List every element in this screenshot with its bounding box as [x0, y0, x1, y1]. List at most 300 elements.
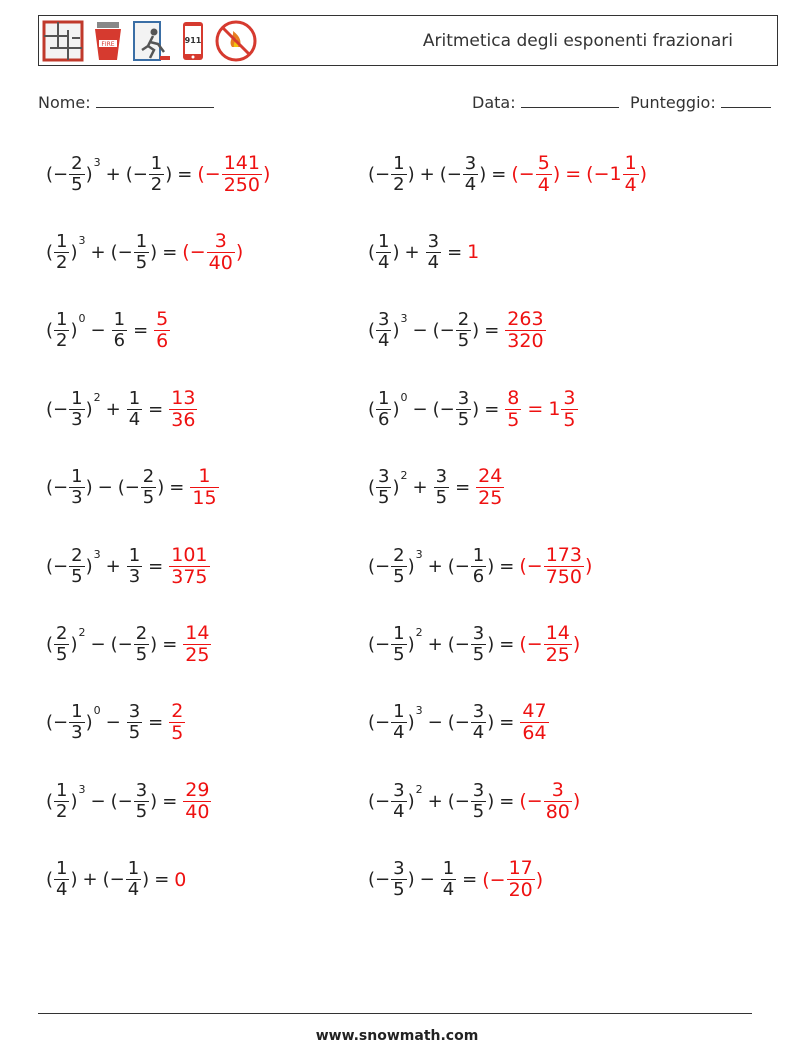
operator: =	[148, 398, 164, 420]
operator: =	[133, 320, 149, 342]
answer	[182, 623, 212, 666]
expr-text: )	[487, 555, 495, 577]
answer-text: )	[572, 790, 581, 813]
numerator: 2	[71, 544, 83, 566]
expr-fraction	[471, 781, 486, 822]
numerator: 1	[150, 152, 163, 174]
answer-fraction	[183, 780, 211, 823]
denominator: 5	[563, 408, 576, 431]
answer	[197, 153, 270, 196]
operator: −	[412, 320, 428, 342]
expr-text: (−	[439, 163, 462, 185]
answer-fraction	[623, 153, 639, 196]
answer-fraction	[507, 858, 535, 901]
expr-fraction	[376, 467, 391, 508]
denominator: 5	[135, 643, 148, 665]
numerator: 3	[128, 701, 141, 723]
exponent: 3	[93, 547, 101, 561]
expr-fraction	[471, 702, 486, 743]
numerator: 1	[71, 466, 83, 488]
numerator: 13	[171, 386, 196, 409]
operator: =	[565, 163, 582, 185]
answer-text: )	[584, 555, 593, 577]
expr-text: )	[407, 633, 415, 655]
expr-fraction	[54, 624, 69, 665]
operator: +	[105, 163, 121, 185]
answer-fraction	[169, 545, 209, 588]
operator: +	[427, 633, 443, 655]
operator: +	[105, 555, 121, 577]
denominator: 250	[223, 173, 260, 196]
answer-fraction	[169, 388, 197, 431]
footer-rule	[38, 1013, 752, 1014]
operator: =	[177, 163, 193, 185]
answer-fraction	[544, 545, 584, 588]
exponent: 3	[415, 547, 423, 561]
operator: −	[90, 320, 106, 342]
denominator: 6	[472, 565, 485, 587]
expr-text: )	[85, 477, 93, 499]
problem-2	[368, 144, 647, 204]
problem-9	[46, 458, 220, 518]
operator: =	[162, 790, 178, 812]
operator: =	[462, 869, 478, 891]
denominator: 5	[393, 643, 405, 665]
operator: =	[148, 555, 164, 577]
expr-text: (−	[117, 477, 140, 499]
denominator: 40	[208, 251, 233, 274]
problem-17	[46, 771, 212, 831]
expr-text: )	[487, 633, 495, 655]
answer-text: )	[262, 163, 271, 185]
operator: =	[499, 712, 515, 734]
operator: +	[90, 241, 106, 263]
answer-text: (−	[482, 868, 506, 891]
exponent: 3	[400, 312, 408, 326]
operator: =	[484, 320, 500, 342]
expr-text: )	[407, 163, 415, 185]
numerator: 1	[135, 230, 148, 252]
problem-11	[46, 536, 211, 596]
operator: +	[82, 869, 98, 891]
operator: =	[154, 869, 170, 891]
answer	[153, 309, 171, 352]
operator: =	[499, 790, 515, 812]
answer	[482, 858, 543, 901]
problem-15	[46, 693, 186, 753]
answer-fraction	[544, 623, 572, 666]
operator: =	[527, 398, 544, 421]
expr-text: )	[85, 712, 93, 734]
expr-text: (	[368, 320, 376, 342]
expr-fraction	[441, 859, 456, 900]
expr-text: )	[472, 320, 480, 342]
answer-text: (−	[519, 790, 543, 813]
numerator: 3	[393, 858, 405, 880]
numerator: 1	[624, 151, 637, 174]
expr-fraction	[456, 310, 471, 351]
answer-fraction	[520, 701, 548, 744]
answer	[174, 869, 186, 891]
numerator: 2	[142, 466, 155, 488]
denominator: 4	[537, 173, 550, 196]
denominator: 2	[56, 330, 68, 352]
problem-12	[368, 536, 592, 596]
numerator: 1	[71, 387, 83, 409]
answer	[168, 545, 210, 588]
numerator: 263	[507, 308, 544, 331]
numerator: 14	[185, 621, 210, 644]
answer-fraction	[222, 153, 262, 196]
denominator: 15	[192, 487, 217, 510]
operator: =	[169, 477, 185, 499]
denominator: 5	[435, 487, 448, 509]
numerator: 1	[56, 309, 68, 331]
answer	[467, 241, 479, 263]
denominator: 6	[378, 408, 390, 430]
answer	[504, 388, 578, 431]
denominator: 5	[71, 173, 83, 195]
numerator: 17	[508, 857, 533, 880]
expr-text: )	[70, 241, 78, 263]
expr-text: (−	[102, 869, 125, 891]
answer	[519, 701, 549, 744]
answer	[511, 153, 647, 196]
denominator: 4	[427, 251, 440, 273]
numerator: 5	[156, 308, 169, 331]
phone-label: 911	[184, 36, 202, 45]
denominator: 3	[71, 487, 83, 509]
expr-text: )	[157, 477, 165, 499]
denominator: 64	[522, 722, 547, 745]
expr-text: (−	[368, 869, 391, 891]
denominator: 3	[71, 722, 83, 744]
operator: +	[427, 790, 443, 812]
expr-text: (−	[432, 320, 455, 342]
exponent: 0	[400, 390, 408, 404]
problem-20	[368, 850, 543, 910]
denominator: 5	[457, 408, 470, 430]
numerator: 1	[393, 622, 405, 644]
answer-text: (−	[511, 163, 535, 185]
answer	[168, 388, 198, 431]
answer-text: (−	[519, 633, 543, 656]
numerator: 3	[464, 152, 477, 174]
bucket-label: FIRE	[101, 41, 115, 48]
exponent: 2	[78, 625, 86, 639]
expr-fraction	[54, 232, 69, 273]
exponent: 3	[415, 704, 423, 718]
answer-fraction	[536, 153, 552, 196]
expr-fraction	[69, 546, 84, 587]
expr-fraction	[69, 154, 84, 195]
expr-fraction	[434, 467, 449, 508]
operator: −	[427, 712, 443, 734]
operator: +	[105, 398, 121, 420]
denominator: 320	[507, 330, 544, 353]
denominator: 5	[472, 643, 485, 665]
expr-fraction	[391, 546, 406, 587]
expr-text: (−	[46, 398, 69, 420]
operator: +	[419, 163, 435, 185]
expr-fraction	[376, 389, 391, 430]
problem-5	[46, 301, 171, 361]
denominator: 4	[624, 173, 637, 196]
numerator: 2	[135, 622, 148, 644]
expr-text: )	[85, 398, 93, 420]
expr-text: (−	[432, 398, 455, 420]
expr-fraction	[69, 389, 84, 430]
answer-text: (−	[519, 555, 543, 577]
answer	[519, 623, 580, 666]
answer-fraction	[544, 780, 572, 823]
expr-text: (−	[368, 712, 391, 734]
denominator: 2	[56, 251, 68, 273]
expr-fraction	[54, 310, 69, 351]
numerator: 3	[457, 387, 470, 409]
numerator: 3	[472, 779, 485, 801]
problem-4	[368, 222, 479, 282]
problem-10	[368, 458, 505, 518]
expr-text: (−	[447, 633, 470, 655]
denominator: 5	[56, 643, 68, 665]
operator: −	[412, 398, 428, 420]
denominator: 40	[185, 800, 210, 823]
numerator: 3	[427, 230, 440, 252]
expr-text: (	[46, 790, 54, 812]
expr-text: )	[392, 320, 400, 342]
answer-fraction	[183, 623, 211, 666]
expr-text: (−	[368, 555, 391, 577]
numerator: 1	[113, 309, 126, 331]
expr-fraction	[134, 624, 149, 665]
date-label: Data:	[472, 93, 516, 112]
answer-text: (−1	[586, 163, 622, 185]
numerator: 2	[56, 622, 68, 644]
denominator: 4	[472, 722, 485, 744]
numerator: 1	[393, 701, 405, 723]
expr-fraction	[376, 310, 391, 351]
denominator: 25	[545, 643, 570, 666]
denominator: 5	[457, 330, 470, 352]
denominator: 25	[185, 643, 210, 666]
expr-fraction	[426, 232, 441, 273]
expr-text: )	[150, 241, 158, 263]
expr-text: (	[46, 320, 54, 342]
expr-fraction	[456, 389, 471, 430]
expr-text: (−	[447, 555, 470, 577]
answer-text: (−	[197, 163, 221, 185]
problem-8	[368, 379, 579, 439]
expr-fraction	[376, 232, 391, 273]
operator: +	[427, 555, 443, 577]
expr-fraction	[149, 154, 164, 195]
denominator: 375	[171, 565, 208, 588]
operator: −	[97, 477, 113, 499]
numerator: 3	[472, 622, 485, 644]
numerator: 1	[71, 701, 83, 723]
expr-text: (−	[368, 163, 391, 185]
exponent: 0	[78, 312, 86, 326]
denominator: 3	[128, 565, 141, 587]
exponent: 2	[415, 782, 423, 796]
expr-text: )	[392, 477, 400, 499]
expr-text: )	[70, 790, 78, 812]
numerator: 3	[393, 779, 405, 801]
problem-7	[46, 379, 198, 439]
operator: +	[404, 241, 420, 263]
expr-text: (−	[110, 790, 133, 812]
expr-text: )	[407, 790, 415, 812]
answer-fraction	[207, 231, 235, 274]
denominator: 4	[464, 173, 477, 195]
denominator: 5	[135, 251, 148, 273]
expr-text: (	[368, 398, 376, 420]
expr-text: (	[46, 633, 54, 655]
numerator: 14	[545, 621, 570, 644]
numerator: 3	[563, 386, 576, 409]
operator: −	[90, 790, 106, 812]
answer	[519, 780, 580, 823]
denominator: 6	[113, 330, 126, 352]
exponent: 2	[400, 469, 408, 483]
exponent: 3	[93, 155, 101, 169]
denominator: 4	[393, 722, 405, 744]
expr-fraction	[141, 467, 156, 508]
operator: =	[455, 477, 471, 499]
expr-fraction	[126, 859, 141, 900]
denominator: 4	[56, 879, 68, 901]
numerator: 47	[522, 700, 547, 723]
operator: −	[105, 712, 121, 734]
denominator: 5	[171, 722, 184, 745]
answer	[189, 466, 219, 509]
numerator: 101	[171, 543, 208, 566]
numerator: 24	[478, 465, 503, 488]
expr-text: (	[368, 241, 376, 263]
numerator: 173	[545, 543, 582, 566]
operator: =	[499, 633, 515, 655]
numerator: 2	[71, 152, 83, 174]
exponent: 2	[415, 625, 423, 639]
expr-text: )	[165, 163, 173, 185]
page-title: Aritmetica degli esponenti frazionari	[422, 31, 733, 51]
numerator: 1	[56, 779, 68, 801]
numerator: 3	[214, 229, 227, 252]
expr-text: (−	[46, 477, 69, 499]
expr-text: (−	[447, 790, 470, 812]
expr-text: (−	[46, 163, 69, 185]
expr-text: (−	[447, 712, 470, 734]
denominator: 6	[156, 330, 169, 353]
denominator: 750	[545, 565, 582, 588]
expr-text: )	[392, 241, 400, 263]
denominator: 2	[150, 173, 163, 195]
denominator: 2	[393, 173, 405, 195]
denominator: 5	[393, 879, 405, 901]
problem-14	[368, 614, 580, 674]
numerator: 1	[56, 858, 68, 880]
numerator: 2	[457, 309, 470, 331]
denominator: 25	[478, 487, 503, 510]
expr-text: )	[407, 712, 415, 734]
operator: −	[419, 869, 435, 891]
operator: +	[412, 477, 428, 499]
denominator: 5	[142, 487, 155, 509]
numerator: 1	[128, 387, 141, 409]
problem-6	[368, 301, 547, 361]
answer	[168, 701, 186, 744]
expr-fraction	[69, 702, 84, 743]
expr-text: )	[70, 320, 78, 342]
expr-fraction	[134, 232, 149, 273]
operator: =	[499, 555, 515, 577]
answer	[504, 309, 546, 352]
denominator: 5	[128, 722, 141, 744]
denominator: 2	[56, 800, 68, 822]
expr-text: (−	[368, 633, 391, 655]
expr-text: (	[368, 477, 376, 499]
operator: =	[447, 241, 463, 263]
answer-fraction	[154, 309, 170, 352]
denominator: 4	[128, 408, 141, 430]
expr-fraction	[127, 546, 142, 587]
expr-fraction	[127, 702, 142, 743]
denominator: 3	[71, 408, 83, 430]
exponent: 3	[78, 233, 86, 247]
denominator: 4	[378, 330, 390, 352]
answer-fraction	[190, 466, 218, 509]
answer-fraction	[476, 466, 504, 509]
numerator: 29	[185, 778, 210, 801]
denominator: 5	[71, 565, 83, 587]
numerator: 1	[393, 152, 405, 174]
expr-text: )	[85, 555, 93, 577]
numerator: 141	[223, 151, 260, 174]
numerator: 3	[135, 779, 148, 801]
problem-19	[46, 850, 186, 910]
problem-13	[46, 614, 212, 674]
answer	[182, 780, 212, 823]
score-label: Punteggio:	[630, 93, 716, 112]
expr-text: )	[407, 869, 415, 891]
answer-fraction	[505, 309, 545, 352]
numerator: 2	[393, 544, 405, 566]
operator: =	[162, 241, 178, 263]
name-label: Nome:	[38, 93, 91, 112]
expr-text: )	[150, 790, 158, 812]
numerator: 1	[442, 858, 455, 880]
numerator: 3	[435, 466, 448, 488]
expr-fraction	[391, 154, 406, 195]
numerator: 8	[507, 386, 520, 409]
expr-fraction	[391, 781, 406, 822]
problem-18	[368, 771, 580, 831]
footer-link[interactable]: www.snowmath.com	[315, 1028, 479, 1044]
expr-fraction	[127, 389, 142, 430]
numerator: 1	[378, 230, 390, 252]
exponent: 3	[78, 782, 86, 796]
expr-text: (	[46, 869, 54, 891]
answer-text: )	[535, 868, 544, 891]
expr-text: )	[479, 163, 487, 185]
operator: =	[148, 712, 164, 734]
numerator: 1	[378, 387, 390, 409]
denominator: 4	[442, 879, 455, 901]
answer-text: )	[639, 163, 648, 185]
denominator: 4	[393, 800, 405, 822]
operator: =	[162, 633, 178, 655]
